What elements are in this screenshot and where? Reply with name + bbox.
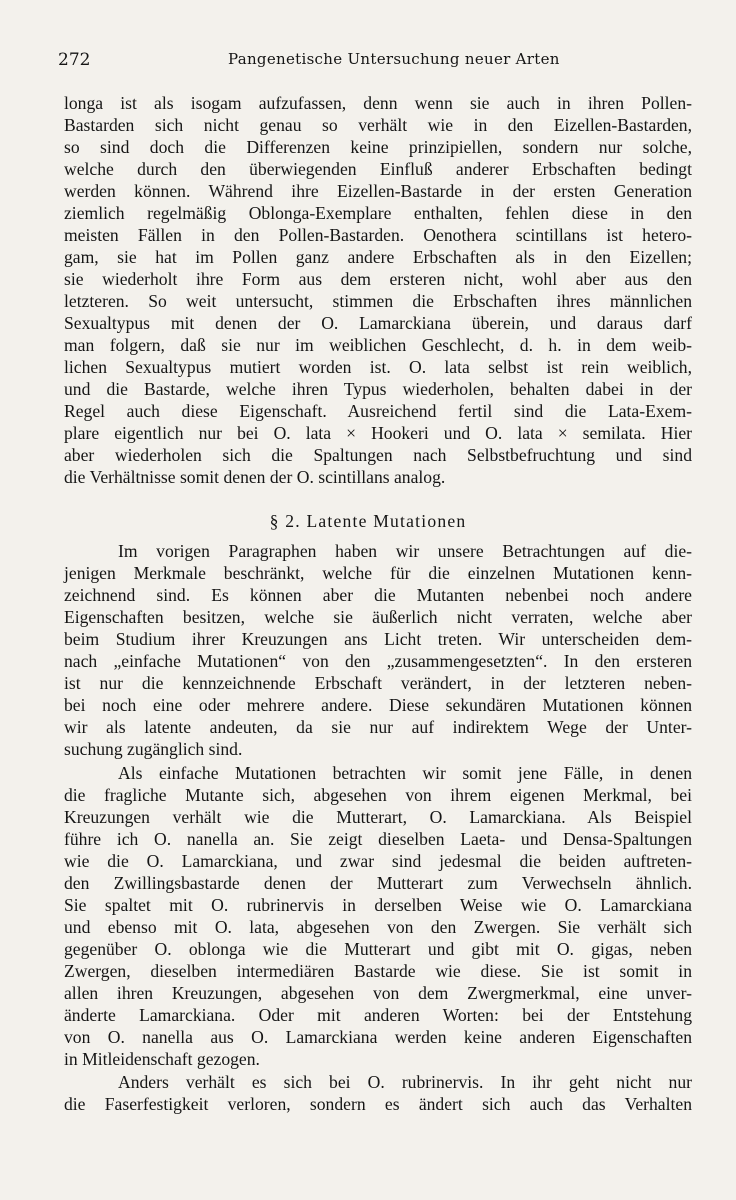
text-line: von O. nanella aus O. Lamarckiana werden keine anderen Eigenschaften: [64, 1027, 692, 1047]
text-line: bei noch eine oder mehrere andere. Diese sekundären Mutationen können: [64, 695, 692, 715]
text-line: änderte Lamarckiana. Oder mit anderen Worten: bei der Entstehung: [64, 1005, 692, 1025]
text-line: Sie spaltet mit O. rubrinervis in derselben Weise wie O. Lamarckiana: [64, 895, 692, 915]
section-heading: § 2. Latente Mutationen: [269, 511, 467, 531]
text-line: führe ich O. nanella an. Sie zeigt dieselben Laeta- und Densa-Spaltungen: [64, 829, 692, 849]
text-line: Regel auch diese Eigenschaft. Ausreichend fertil sind die Lata-Exem-: [64, 401, 692, 421]
text-line: und ebenso mit O. lata, abgesehen von den Zwergen. Sie verhält sich: [64, 917, 692, 937]
text-line: beim Studium ihrer Kreuzungen ans Licht treten. Wir unterscheiden dem-: [64, 629, 692, 649]
text-line: Zwergen, dieselben intermediären Bastarde wie diese. Sie ist somit in: [64, 961, 692, 981]
text-line: gam, sie hat im Pollen ganz andere Erbschaften als in den Eizellen;: [64, 247, 692, 267]
text-line: letzteren. So weit untersucht, stimmen die Erbschaften ihres männlichen: [64, 291, 692, 311]
text-line: lichen Sexualtypus mutiert worden ist. O. lata selbst ist rein weiblich,: [64, 357, 692, 377]
text-line: ziemlich regelmäßig Oblonga-Exemplare enthalten, fehlen diese in den: [64, 203, 692, 223]
text-line: so sind doch die Differenzen keine prinzipiellen, sondern nur solche,: [64, 137, 692, 157]
text-line: Als einfache Mutationen betrachten wir somit jene Fälle, in denen: [118, 763, 692, 783]
text-line: werden können. Während ihre Eizellen-Bastarde in der ersten Generation: [64, 181, 692, 201]
text-line: jenigen Merkmale beschränkt, welche für die einzelnen Mutationen kenn-: [64, 563, 692, 583]
text-line: sie wiederholt ihre Form aus dem ersteren nicht, wohl aber aus den: [64, 269, 692, 289]
text-line: Kreuzungen verhält wie die Mutterart, O. Lamarckiana. Als Beispiel: [64, 807, 692, 827]
text-line: Eigenschaften besitzen, welche sie äußerlich nicht verraten, welche aber: [64, 607, 692, 627]
text-line: und die Bastarde, welche ihren Typus wiederholen, behalten dabei in der: [64, 379, 692, 399]
text-line: die Faserfestigkeit verloren, sondern es ändert sich auch das Verhalten: [64, 1094, 692, 1114]
text-line: aber wiederholen sich die Spaltungen nach Selbstbefruchtung und sind: [64, 445, 692, 465]
text-line: Bastarden sich nicht genau so verhält wie in den Eizellen-Bastarden,: [64, 115, 692, 135]
text-line: allen ihren Kreuzungen, abgesehen von dem Zwergmerkmal, eine unver-: [64, 983, 692, 1003]
text-line: welche durch den überwiegenden Einfluß anderer Erbschaften bedingt: [64, 159, 692, 179]
text-line: ist nur die kennzeichnende Erbschaft verändert, in der letzteren neben-: [64, 673, 692, 693]
text-line: nach „einfache Mutationen“ von den „zusammengesetzten“. In den ersteren: [64, 651, 692, 671]
text-line: den Zwillingsbastarde denen der Mutterart zum Verwechseln ähnlich.: [64, 873, 692, 893]
text-line: man folgern, daß sie nur im weiblichen Geschlecht, d. h. in dem weib-: [64, 335, 692, 355]
text-line: longa ist als isogam aufzufassen, denn wenn sie auch in ihren Pollen-: [64, 93, 692, 113]
text-line: in Mitleidenschaft gezogen.: [64, 1049, 260, 1069]
text-line: suchung zugänglich sind.: [64, 739, 243, 759]
text-line: wir als latente andeuten, da sie nur auf indirektem Wege der Unter-: [64, 717, 692, 737]
page-number: 272: [58, 50, 91, 70]
text-line: Sexualtypus mit denen der O. Lamarckiana überein, und daraus darf: [64, 313, 692, 333]
text-line: die fragliche Mutante sich, abgesehen von ihrem eigenen Merkmal, bei: [64, 785, 692, 805]
text-line: Anders verhält es sich bei O. rubrinervis. In ihr geht nicht nur: [118, 1072, 692, 1092]
text-line: gegenüber O. oblonga wie die Mutterart und gibt mit O. gigas, neben: [64, 939, 692, 959]
text-line: die Verhältnisse somit denen der O. scintillans analog.: [64, 467, 446, 487]
text-line: Im vorigen Paragraphen haben wir unsere Betrachtungen auf die-: [118, 541, 692, 561]
running-title: Pangenetische Untersuchung neuer Arten: [228, 50, 560, 68]
text-line: meisten Fällen in den Pollen-Bastarden. Oenothera scintillans ist hetero-: [64, 225, 692, 245]
text-line: plare eigentlich nur bei O. lata × Hookeri und O. lata × semilata. Hier: [64, 423, 692, 443]
text-line: zeichnend sind. Es können aber die Mutanten nebenbei noch andere: [64, 585, 692, 605]
text-line: wie die O. Lamarckiana, und zwar sind jedesmal die beiden auftreten-: [64, 851, 692, 871]
